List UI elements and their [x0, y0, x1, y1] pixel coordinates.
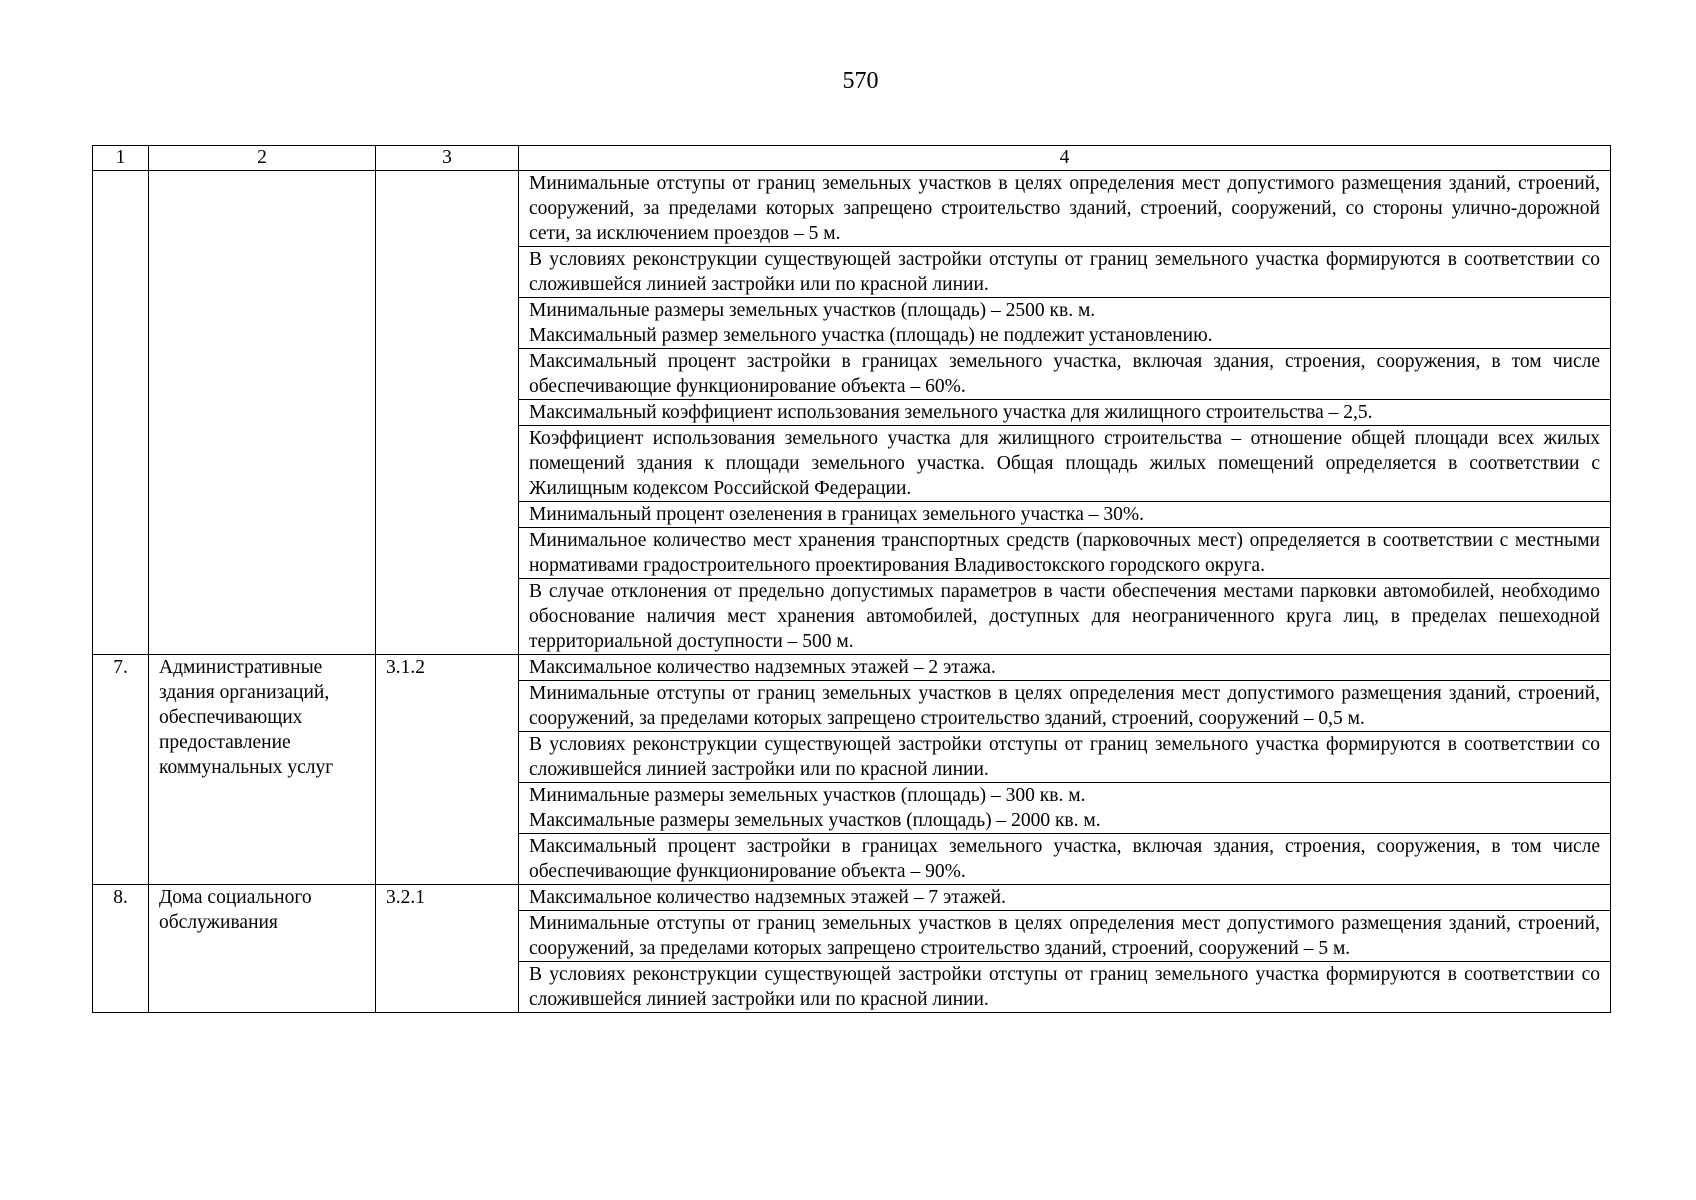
regulations-table — [92, 145, 1611, 1013]
param-cell: Минимальный процент озеленения в границах земельного участка – 30%. — [519, 502, 1611, 528]
table-header-row — [93, 146, 1611, 171]
header-col-2: 2 — [149, 146, 376, 171]
entry-name: Административные здания организаций, обеспечивающих предоставление коммунальных услуг — [149, 655, 376, 885]
param-cell: В условиях реконструкции существующей застройки отступы от границ земельного участка формируются в соответствии со сложившейся линией застройки или по красной линии. — [519, 962, 1611, 1013]
param-cell: В условиях реконструкции существующей застройки отступы от границ земельного участка формируются в соответствии со сложившейся линией застройки или по красной линии. — [519, 247, 1611, 298]
table-row — [93, 885, 1611, 911]
table-row — [93, 655, 1611, 681]
entry-number: 7. — [93, 655, 149, 885]
page-number: 570 — [842, 68, 879, 94]
param-cell: В условиях реконструкции существующей застройки отступы от границ земельного участка формируются в соответствии со сложившейся линией застройки или по красной линии. — [519, 732, 1611, 783]
param-line: Максимальные размеры земельных участков (площадь) – 2000 кв. м. — [529, 810, 1101, 831]
param-cell: Максимальное количество надземных этажей – 2 этажа. — [519, 655, 1611, 681]
param-cell: Коэффициент использования земельного участка для жилищного строительства – отношение общей площади всех жилых помещений здания к площади земельного участка. Общая площадь жилых помещений определяется в соответствии с Жилищным кодексом Российской Федерации. — [519, 426, 1611, 502]
param-line: Минимальные размеры земельных участков (площадь) – 300 кв. м. — [529, 785, 1086, 806]
param-cell: Максимальное количество надземных этажей – 7 этажей. — [519, 885, 1611, 911]
entry-code: 3.2.1 — [376, 885, 519, 1013]
param-cell: Максимальный коэффициент использования земельного участка для жилищного строительства – 2,5. — [519, 400, 1611, 426]
param-cell: В случае отклонения от предельно допустимых параметров в части обеспечения местами парковки автомобилей, необходимо обоснование наличия мест хранения автомобилей, доступных для неограниченного круга лиц, в пределах пешеходной территориальной доступности – 500 м. — [519, 579, 1611, 655]
param-line: Минимальные размеры земельных участков (площадь) – 2500 кв. м. — [529, 300, 1096, 321]
param-cell: Минимальные отступы от границ земельных участков в целях определения мест допустимого размещения зданий, строений, сооружений, за пределами которых запрещено строительство зданий, строений, сооружений – 5 м. — [519, 911, 1611, 962]
name-cell — [149, 171, 376, 655]
header-col-3: 3 — [376, 146, 519, 171]
number-cell — [93, 171, 149, 655]
param-cell: Максимальный процент застройки в границах земельного участка, включая здания, строения, сооружения, в том числе обеспечивающие функционирование объекта – 90%. — [519, 834, 1611, 885]
entry-code: 3.1.2 — [376, 655, 519, 885]
header-col-4: 4 — [519, 146, 1611, 171]
header-col-1: 1 — [93, 146, 149, 171]
entry-name: Дома социального обслуживания — [149, 885, 376, 1013]
table-row — [93, 171, 1611, 247]
param-cell: Минимальные отступы от границ земельных участков в целях определения мест допустимого размещения зданий, строений, сооружений, за пределами которых запрещено строительство зданий, строений, сооружений, со стороны улично-дорожной сети, за исключением проездов – 5 м. — [519, 171, 1611, 247]
param-cell: Минимальные отступы от границ земельных участков в целях определения мест допустимого размещения зданий, строений, сооружений, за пределами которых запрещено строительство зданий, строений, сооружений – 0,5 м. — [519, 681, 1611, 732]
param-cell — [519, 298, 1611, 349]
code-cell — [376, 171, 519, 655]
param-cell: Максимальный процент застройки в границах земельного участка, включая здания, строения, сооружения, в том числе обеспечивающие функционирование объекта – 60%. — [519, 349, 1611, 400]
param-cell: Минимальное количество мест хранения транспортных средств (парковочных мест) определяется в соответствии с местными нормативами градостроительного проектирования Владивостокского городского округа. — [519, 528, 1611, 579]
entry-number: 8. — [93, 885, 149, 1013]
param-cell — [519, 783, 1611, 834]
param-line: Максимальный размер земельного участка (площадь) не подлежит установлению. — [529, 325, 1213, 346]
